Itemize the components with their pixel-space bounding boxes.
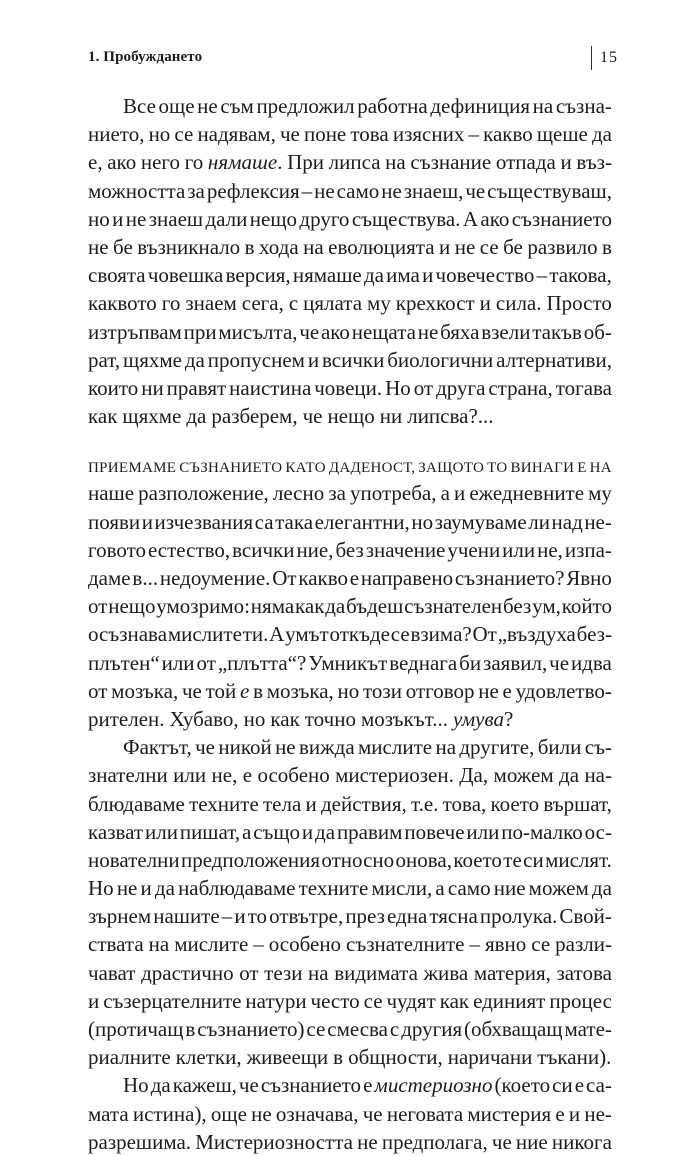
text-line: знателни или не, е особено мистериозен. Да, можем да на- <box>88 763 612 788</box>
section-break <box>88 430 612 451</box>
text-line: от мозъка, че той е в мозъка, но този отговор не е удовлетво- <box>88 678 612 703</box>
text-line: от нещо умозримо: няма как да бъдеш съзнателен без ум, който <box>88 594 612 619</box>
text-line: Все още не съм предложил работна дефиниция на съзна- <box>123 94 612 118</box>
text-line: рителен. Хубаво, но как точно мозъкът... умува? <box>88 706 514 731</box>
text-line: не бе възникнало в хода на еволюцията и не се бе развило в <box>88 234 612 259</box>
text-line: (протичащ в съзнанието) се смесва с другия (обхващащ матe- <box>88 1017 612 1041</box>
text-line: Но не и да наблюдаваме техните мисли, а само ние можем да <box>88 876 612 901</box>
text-line: зърнем нашите – и то отвътре, през една тясна пролука. Свой- <box>88 904 612 929</box>
text-line: можността за рефлексия – не само не знаеш, че съществуваш, <box>88 178 612 203</box>
page-number: 15 <box>600 49 618 66</box>
running-head <box>88 46 618 70</box>
text-line: плътен“ или от „плътта“? Умникът веднага би заявил, че идва <box>88 650 612 675</box>
text-line: своята човешка версия, нямаше да има и човечество – такова, <box>88 263 612 288</box>
text-line: наше разположение, лесно за употреба, а и ежедневните му <box>88 481 612 506</box>
text-line: каквото го знаем сега, с цялата му крехкост и сила. Просто <box>88 291 612 316</box>
text-line: мата истина), още не означава, че неговата мистерия е и не- <box>88 1101 612 1126</box>
text-line: Фактът, че никой не вижда мислите на другите, били съ- <box>123 735 612 760</box>
text-line: рат, щяхме да пропуснем и всички биологични алтернативи, <box>88 347 612 372</box>
text-line: нието, но се надявам, че поне това изясних – какво щеше да <box>88 122 612 147</box>
text-line: появи и изчезвания са така елегантни, но заумуваме ли над не- <box>88 509 612 534</box>
text-line: говото естество, всички ние, без значение учени или не, изпа- <box>88 537 612 562</box>
text-line: блюдаваме техните тела и действия, т.е. това, което вършат, <box>88 791 612 816</box>
text-line: даме в... недоумение. От какво е направено съзнанието? Явно <box>88 566 612 590</box>
text-line: ствата на мислите – особено съзнателните – явно се разли- <box>88 932 612 957</box>
text-line: казват или пишат, а също и да правим повече или по-малко ос- <box>88 819 612 844</box>
text-line: разрешима. Мистериозността не предполага, че ние никога <box>88 1129 612 1154</box>
folio-divider <box>591 46 592 70</box>
text-line: чават драстично от тези на видимата жива материя, затова <box>88 960 612 985</box>
text-line: но и не знаеш дали нещо друго съществува. А ако съзнанието <box>88 206 612 231</box>
body-text <box>88 92 612 1156</box>
text-line: и съзерцателните натури често се чудят как единият процес <box>88 988 612 1013</box>
text-line: осъзнава мислите ти. А умът откъде се взима? От „въздуха без- <box>88 622 612 647</box>
text-line: как щяхме да разберем, че нещо ни липсва?... <box>88 404 494 429</box>
text-line: ПРИЕМАМЕ СЪЗНАНИЕТО КАТО ДАДЕНОСТ, ЗАЩОТО ТО ВИНАГИ Е НА <box>88 460 612 477</box>
text-line: нователни предположения относно онова, което те си мислят. <box>88 847 612 872</box>
text-line: които ни правят наистина човеци. Но от друга страна, тогава <box>88 375 612 400</box>
text-line: е, ако него го нямаше. При липса на съзнание отпада и въз- <box>88 150 612 175</box>
text-line: риалните клетки, живеещи в общности, наричани тъкани). <box>88 1045 612 1070</box>
chapter-title: 1. Пробуждането <box>88 49 203 65</box>
folio <box>591 46 618 70</box>
text-line: Но да кажеш, че съзнанието е мистериозно (което си е са- <box>123 1073 612 1098</box>
text-line: изтръпвам при мисълта, че ако нещата не бяха взели такъв об- <box>88 319 612 344</box>
